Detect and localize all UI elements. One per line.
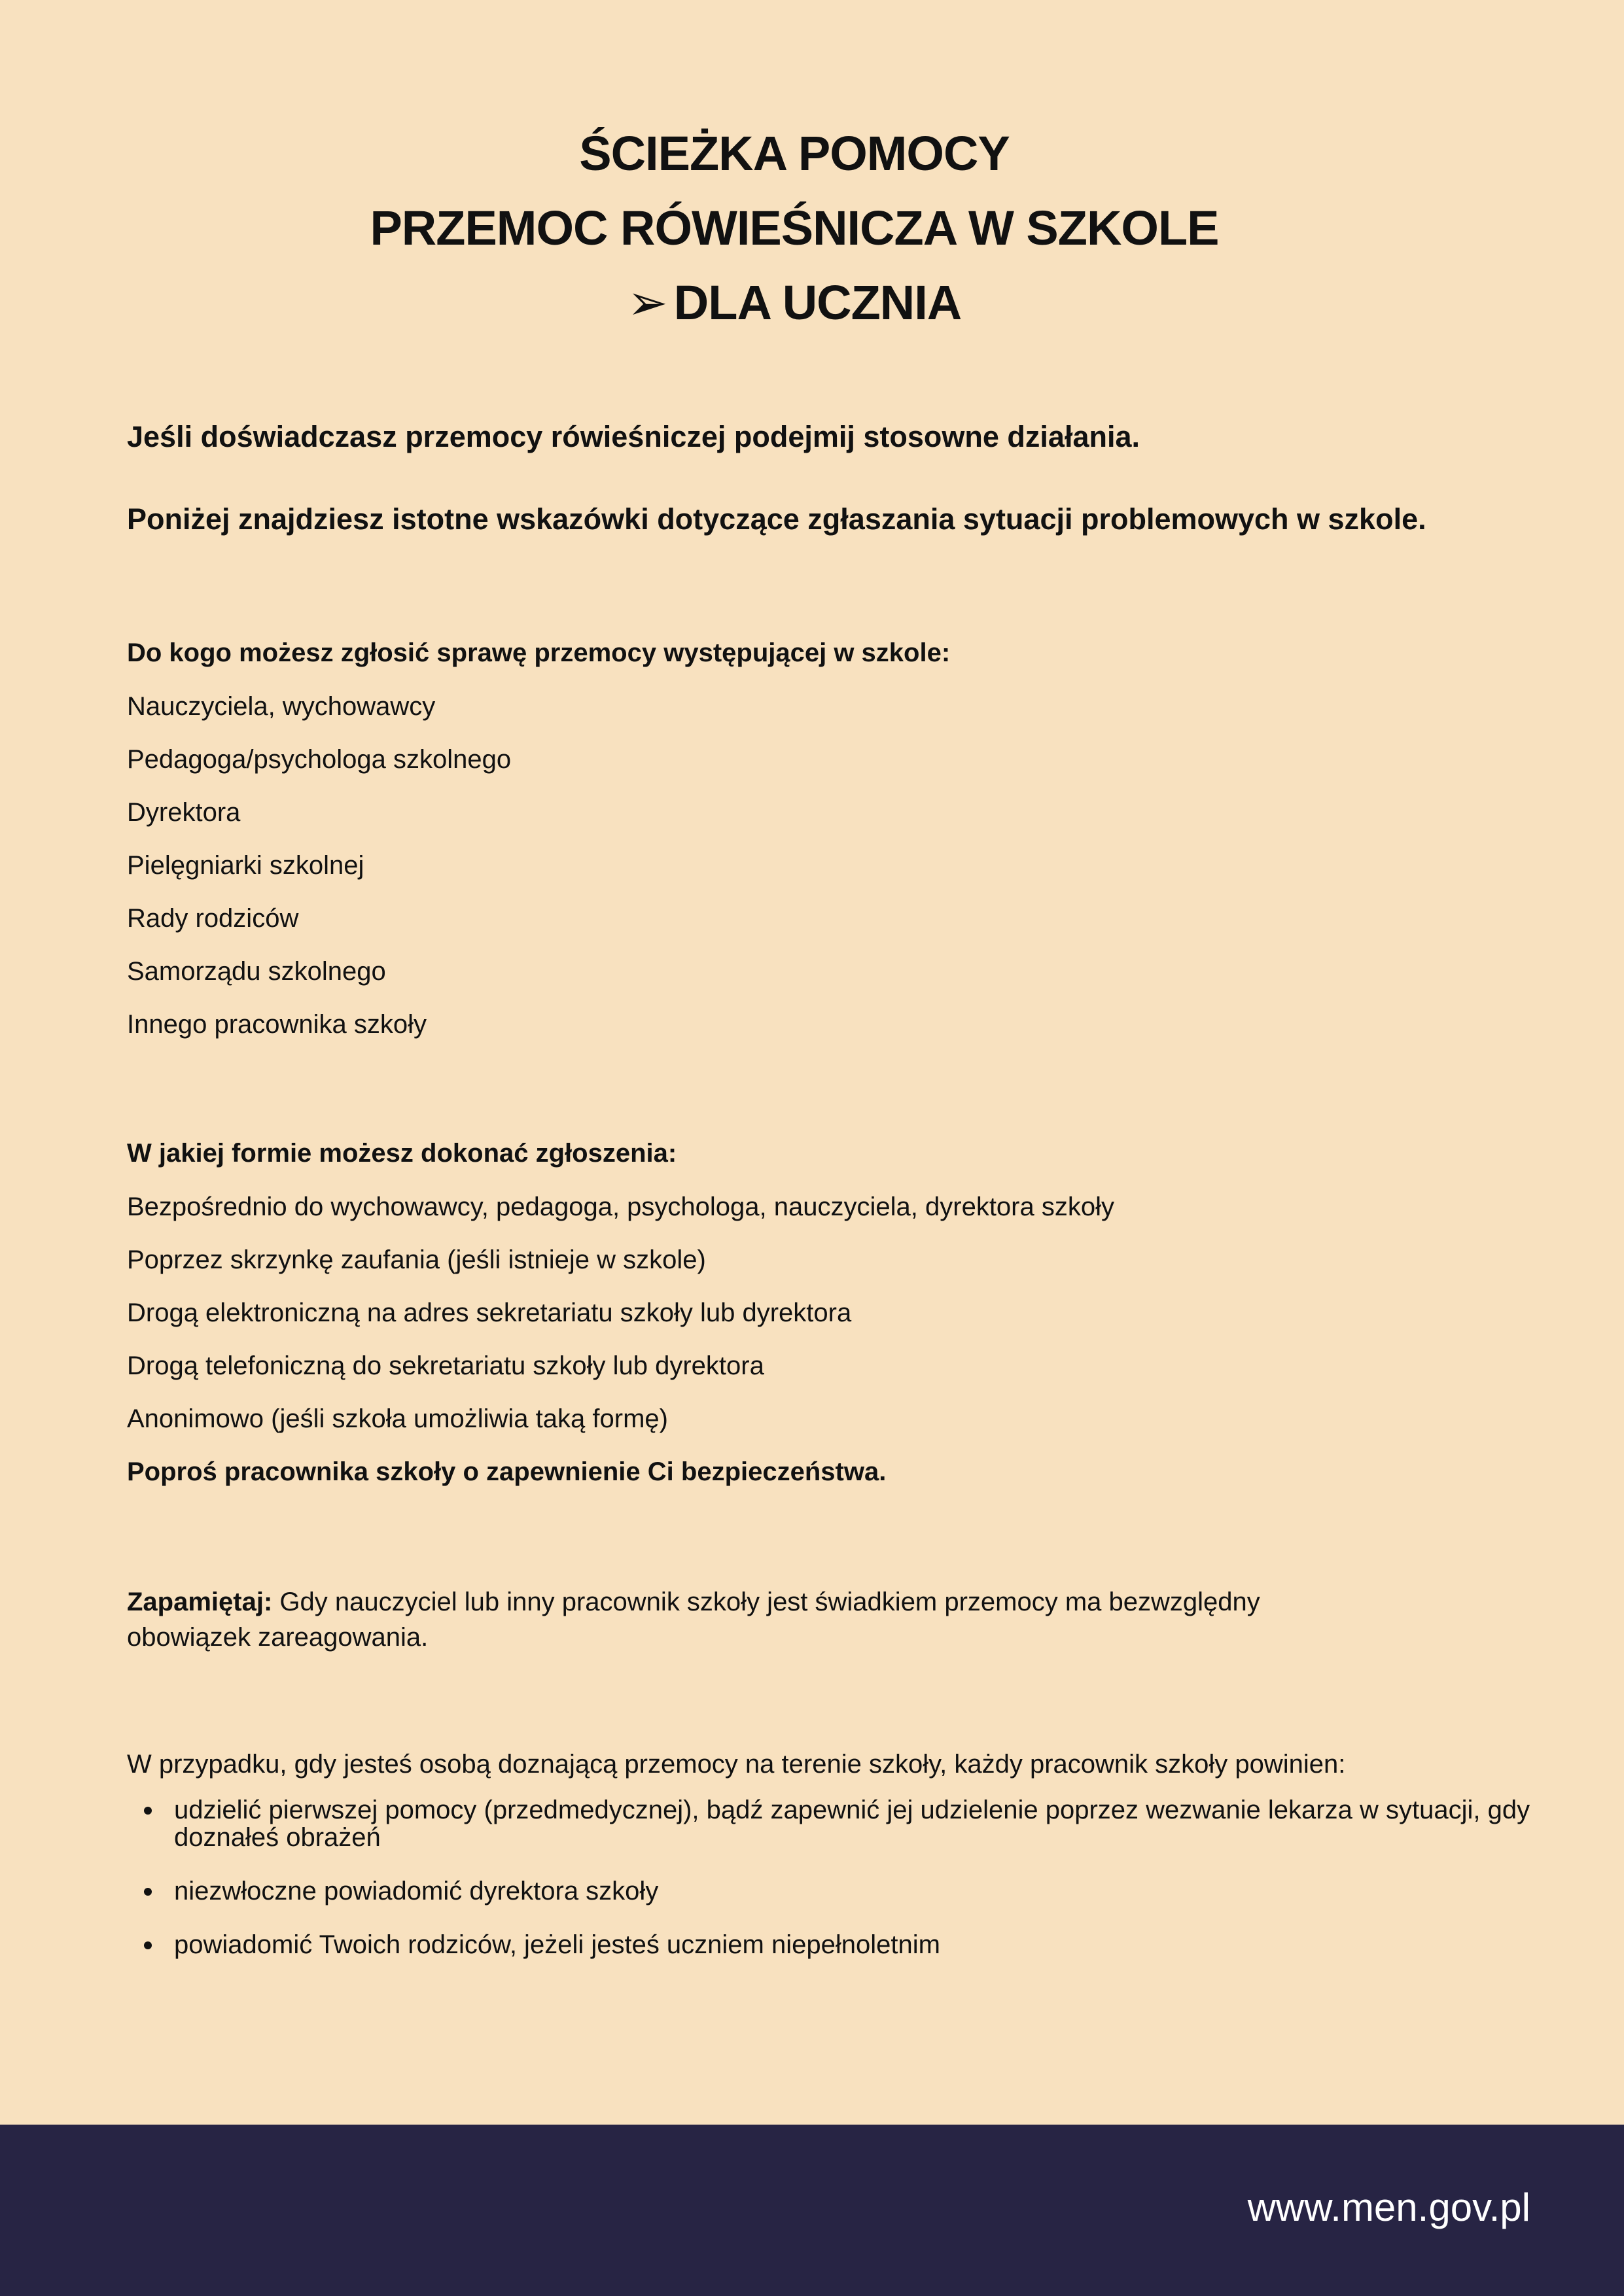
report-to-item: Innego pracownika szkoły (127, 1010, 427, 1039)
title-line-2: PRZEMOC RÓWIEŚNICZA W SZKOLE (370, 201, 1219, 255)
list-item (127, 1931, 1534, 1958)
title-line-3 (0, 266, 1589, 340)
duties-list (127, 1796, 1534, 1985)
report-form-item: Poprzez skrzynkę zaufania (jeśli istnieje w szkole) (127, 1245, 706, 1274)
list-item (127, 1877, 1534, 1905)
report-form-item: Anonimowo (jeśli szkoła umożliwia taką formę) (127, 1404, 668, 1433)
footer-bar (0, 2125, 1624, 2296)
intro-lead-2: Poniżej znajdziesz istotne wskazówki dotyczące zgłaszania sytuacji problemowych w szkole. (127, 502, 1426, 536)
bullet-icon (144, 1888, 152, 1896)
report-to-item: Pedagoga/psychologa szkolnego (127, 745, 512, 774)
duty-text: udzielić pierwszej pomocy (przedmedycznej), bądź zapewnić jej udzielenie poprzez wezwanie lekarza w sytuacji, gdy doznałeś obrażeń (174, 1796, 1530, 1852)
remember-note (127, 1584, 1370, 1655)
bullet-icon (144, 1941, 152, 1949)
safety-emphasis: Poproś pracownika szkoły o zapewnienie Ci bezpieczeństwa. (127, 1457, 887, 1486)
footer-url-link[interactable]: www.men.gov.pl (1247, 2185, 1530, 2229)
remember-label: Zapamiętaj: (127, 1588, 273, 1616)
report-to-item: Pielęgniarki szkolnej (127, 851, 364, 880)
document-title (0, 116, 1589, 340)
duties-intro: W przypadku, gdy jesteś osobą doznającą przemocy na terenie szkoły, każdy pracownik szkoły powinien: (127, 1750, 1346, 1779)
title-line-1: ŚCIEŻKA POMOCY (579, 126, 1010, 181)
report-to-item: Nauczyciela, wychowawcy (127, 692, 436, 721)
arrow-icon: ➢ (627, 275, 667, 330)
report-form-item: Bezpośrednio do wychowawcy, pedagoga, psychologa, nauczyciela, dyrektora szkoły (127, 1192, 1114, 1221)
duty-text: powiadomić Twoich rodziców, jeżeli jesteś uczniem niepełnoletnim (174, 1930, 940, 1959)
title-line-3-text: DLA UCZNIA (673, 275, 962, 330)
remember-text: Gdy nauczyciel lub inny pracownik szkoły jest świadkiem przemocy ma bezwzględny obowiązek zareagowania. (127, 1588, 1260, 1652)
duty-text: niezwłoczne powiadomić dyrektora szkoły (174, 1877, 659, 1905)
report-to-heading: Do kogo możesz zgłosić sprawę przemocy występującej w szkole: (127, 638, 951, 667)
report-form-item: Drogą telefoniczną do sekretariatu szkoły lub dyrektora (127, 1351, 764, 1380)
report-form-item: Drogą elektroniczną na adres sekretariatu szkoły lub dyrektora (127, 1298, 852, 1327)
report-form-heading: W jakiej formie możesz dokonać zgłoszenia: (127, 1139, 677, 1168)
list-item (127, 1796, 1534, 1851)
bullet-icon (144, 1807, 152, 1815)
report-to-item: Dyrektora (127, 798, 241, 827)
intro-lead-1: Jeśli doświadczasz przemocy rówieśniczej podejmij stosowne działania. (127, 420, 1140, 453)
report-to-item: Samorządu szkolnego (127, 957, 386, 986)
report-to-item: Rady rodziców (127, 904, 299, 933)
